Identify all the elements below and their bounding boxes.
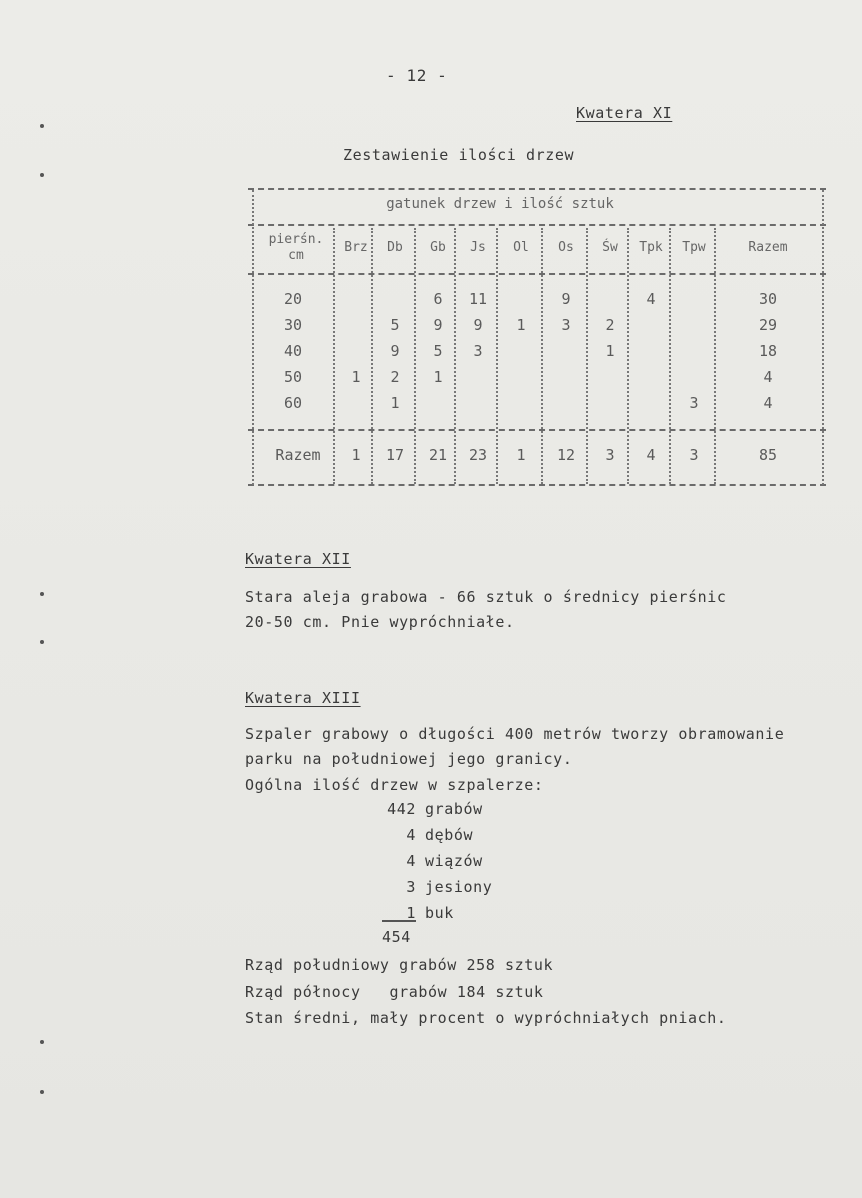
table-cell: 2	[390, 368, 400, 386]
kw12-title: Kwatera XII	[245, 550, 351, 568]
table-cell: 4	[763, 394, 773, 412]
table-cell: 4	[763, 368, 773, 386]
table-cell: 9	[390, 342, 400, 360]
column-header: Brz	[344, 240, 368, 255]
kw13-line-2: parku na południowej jego granicy.	[245, 750, 573, 768]
total-cell: 21	[428, 446, 448, 464]
column-header: Os	[558, 240, 574, 255]
total-cell: 3	[689, 446, 699, 464]
table-cell: 18	[758, 342, 778, 360]
column-header: Ol	[513, 240, 529, 255]
kw13-after-2: Rząd północy grabów 184 sztuk	[245, 983, 544, 1001]
group-header: gatunek drzew i ilość sztuk	[386, 196, 614, 212]
tree-species: buk	[425, 904, 454, 922]
column-separator	[586, 228, 588, 484]
table-cell: 1	[433, 368, 443, 386]
table-cell: 4	[646, 290, 656, 308]
page-number: - 12 -	[386, 66, 448, 85]
column-separator	[371, 228, 373, 484]
tree-count: 3	[406, 878, 416, 896]
total-label: Razem	[275, 446, 321, 464]
table-cell: 5	[433, 342, 443, 360]
table-cell: 3	[561, 316, 571, 334]
tree-species: dębów	[425, 826, 474, 844]
sum-line	[382, 920, 416, 922]
total-cell: 12	[556, 446, 576, 464]
table-cell: 1	[516, 316, 526, 334]
column-header: Js	[470, 240, 486, 255]
tree-species: jesiony	[425, 878, 493, 896]
total-cell: 1	[351, 446, 361, 464]
kw12-line-1: Stara aleja grabowa - 66 sztuk o średnicy pierśnic	[245, 588, 727, 606]
total-cell: 1	[516, 446, 526, 464]
total-cell: 3	[605, 446, 615, 464]
tree-count: 4	[406, 852, 416, 870]
table-title: Zestawienie ilości drzew	[343, 146, 575, 164]
kw13-title: Kwatera XIII	[245, 689, 361, 707]
column-header: Św	[602, 240, 618, 255]
tree-species: wiązów	[425, 852, 483, 870]
tree-count: 4	[406, 826, 416, 844]
table-cell: 3	[473, 342, 483, 360]
table-cell: 30	[758, 290, 778, 308]
column-separator	[454, 228, 456, 484]
column-header: Tpw	[682, 240, 706, 255]
kw13-after-1: Rząd południowy grabów 258 sztuk	[245, 956, 554, 974]
table-cell: 9	[433, 316, 443, 334]
tree-count: 1	[406, 904, 416, 922]
tree-count: 442	[387, 800, 416, 818]
kw13-line-1: Szpaler grabowy o długości 400 metrów tworzy obramowanie	[245, 725, 785, 743]
row-diameter: 60	[283, 394, 303, 412]
diameter-header-1: pierśn.	[268, 232, 324, 247]
column-header: Tpk	[639, 240, 663, 255]
kw13-line-3: Ogólna ilość drzew w szpalerze:	[245, 776, 544, 794]
table-cell: 1	[351, 368, 361, 386]
table-cell: 5	[390, 316, 400, 334]
column-separator	[541, 228, 543, 484]
column-separator	[496, 228, 498, 484]
table-cell: 1	[605, 342, 615, 360]
table-cell: 1	[390, 394, 400, 412]
column-separator	[669, 228, 671, 484]
kw13-after-3: Stan średni, mały procent o wypróchniałych pniach.	[245, 1009, 727, 1027]
column-separator	[333, 228, 335, 484]
table-cell: 6	[433, 290, 443, 308]
column-header: Razem	[748, 240, 788, 255]
table-cell: 9	[473, 316, 483, 334]
column-separator	[714, 228, 716, 484]
column-header: Db	[387, 240, 403, 255]
diameter-header-2: cm	[288, 248, 304, 263]
total-cell: 17	[385, 446, 405, 464]
tree-species: grabów	[425, 800, 483, 818]
total-cell: 85	[758, 446, 778, 464]
row-diameter: 50	[283, 368, 303, 386]
table-cell: 11	[468, 290, 488, 308]
total-cell: 23	[468, 446, 488, 464]
kw12-line-2: 20-50 cm. Pnie wypróchniałe.	[245, 613, 515, 631]
row-diameter: 40	[283, 342, 303, 360]
table-cell: 3	[689, 394, 699, 412]
column-header: Gb	[430, 240, 446, 255]
table-cell: 2	[605, 316, 615, 334]
total-cell: 4	[646, 446, 656, 464]
table-cell: 9	[561, 290, 571, 308]
row-diameter: 30	[283, 316, 303, 334]
column-separator	[414, 228, 416, 484]
table-cell: 29	[758, 316, 778, 334]
row-diameter: 20	[283, 290, 303, 308]
tree-sum: 454	[382, 928, 411, 946]
section-title: Kwatera XI	[576, 104, 673, 122]
column-separator	[627, 228, 629, 484]
